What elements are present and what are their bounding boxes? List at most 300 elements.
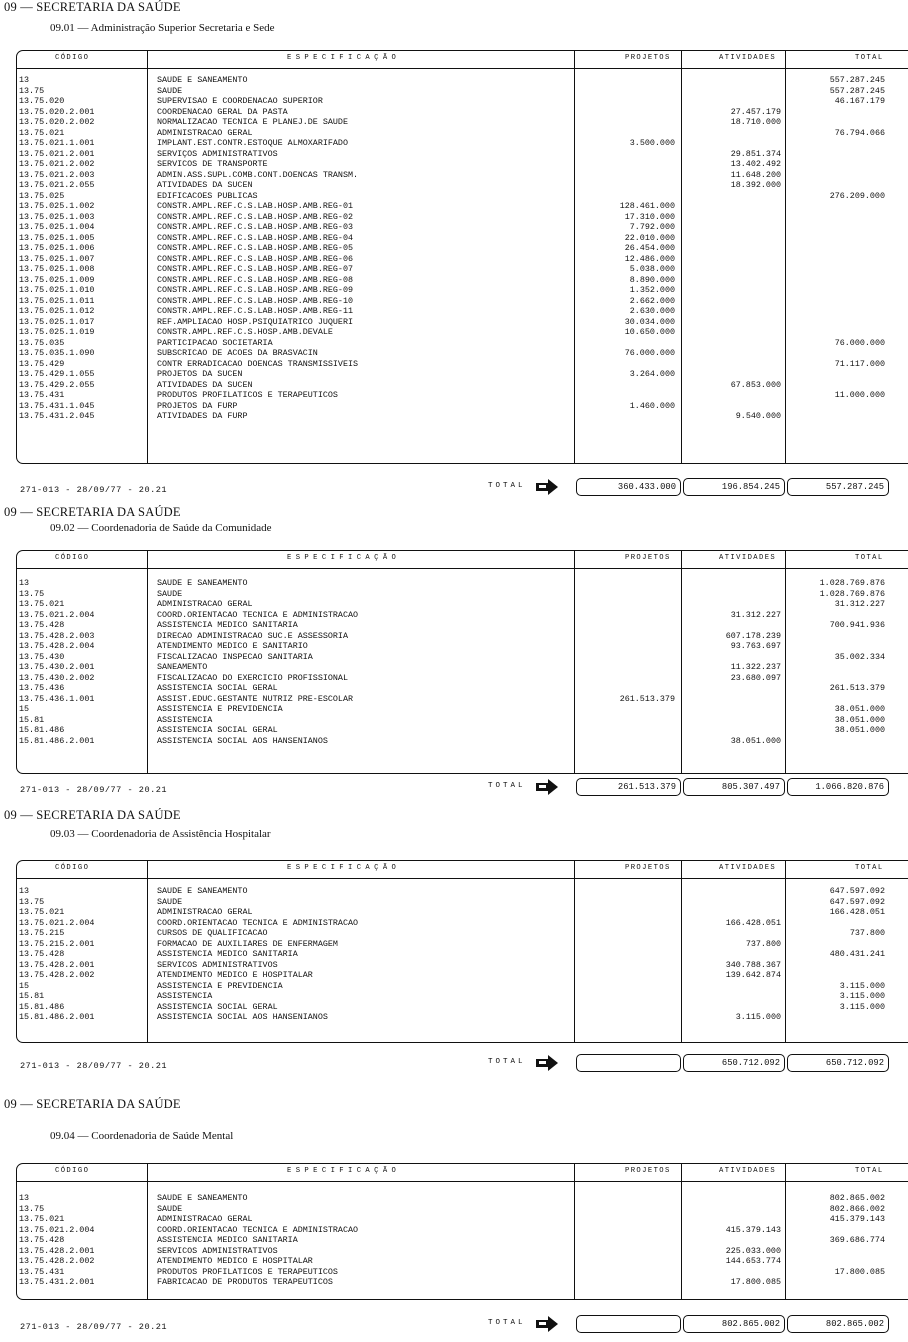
row-atividades: 38.051.000	[730, 735, 781, 746]
row-code: 13.75.025.1.009	[19, 274, 95, 285]
table-row	[17, 338, 908, 349]
table-row	[17, 159, 908, 170]
table-row	[17, 673, 908, 684]
row-specification: CONSTR.AMPL.REF.C.S.LAB.HOSP.AMB.REG-06	[157, 253, 354, 264]
row-code: 13.75.428.2.001	[19, 959, 95, 970]
section-heading: 09 — SECRETARIA DA SAÚDE	[4, 808, 181, 822]
row-specification: ADMINISTRACAO GERAL	[157, 1214, 253, 1224]
total-geral: 802.865.002	[787, 1315, 889, 1333]
row-specification: IMPLANT.EST.CONTR.ESTOQUE ALMOXARIFADO	[157, 138, 348, 148]
row-code: 13.75.025.1.019	[19, 327, 95, 337]
row-specification: ASSISTENCIA E PREVIDENCIA	[157, 980, 283, 991]
header-atividades: ATIVIDADES	[719, 54, 777, 62]
row-total: 647.597.092	[829, 896, 885, 907]
total-geral: 557.287.245	[787, 478, 889, 496]
table-footer	[0, 479, 908, 501]
row-code: 13.75	[19, 588, 45, 599]
row-total: 802.865.002	[829, 1193, 885, 1203]
row-code: 13.75.428.2.004	[19, 641, 95, 651]
table-row	[17, 589, 908, 600]
total-projetos	[576, 1315, 681, 1333]
row-atividades: 67.853.000	[730, 379, 781, 390]
row-projetos: 261.513.379	[619, 693, 675, 704]
row-specification: SAUDE	[157, 85, 183, 96]
table-row	[17, 275, 908, 286]
row-specification: ASSISTENCIA SOCIAL AOS HANSENIANOS	[157, 735, 328, 746]
row-code: 13.75.021.1.001	[19, 138, 95, 148]
row-total: 1.028.769.876	[819, 588, 885, 599]
row-projetos: 128.461.000	[619, 201, 675, 211]
table-row	[17, 285, 908, 296]
table-row	[17, 180, 908, 191]
table-row	[17, 369, 908, 380]
row-code: 13.75.431.2.045	[19, 411, 95, 421]
row-specification: COORDENACAO GERAL DA PASTA	[157, 106, 288, 117]
table-header	[17, 51, 908, 69]
section-heading: 09 — SECRETARIA DA SAÚDE	[4, 505, 181, 519]
row-code: 13.75.436	[19, 683, 65, 693]
row-specification: CONSTR.AMPL.REF.C.S.LAB.HOSP.AMB.REG-09	[157, 285, 354, 295]
table-row	[17, 960, 908, 971]
row-specification: SAUDE E SANEAMENTO	[157, 578, 248, 588]
table-row	[17, 641, 908, 652]
row-atividades: 3.115.000	[735, 1012, 781, 1022]
row-projetos: 22.010.000	[624, 232, 675, 243]
footer-id: 271-013 - 28/09/77 - 20.21	[20, 1061, 168, 1071]
row-specification: ASSISTENCIA SOCIAL AOS HANSENIANOS	[157, 1012, 328, 1022]
table-row	[17, 191, 908, 202]
row-specification: ASSISTENCIA	[157, 714, 213, 725]
row-code: 13.75.021	[19, 907, 65, 917]
row-specification: FABRICACAO DE PRODUTOS TERAPEUTICOS	[157, 1277, 333, 1287]
row-code: 13.75.431.2.001	[19, 1277, 95, 1287]
row-code: 13.75.025.1.008	[19, 264, 95, 274]
row-specification: COORD.ORIENTACAO TECNICA E ADMINISTRACAO	[157, 609, 359, 620]
row-code: 13.75.428.2.003	[19, 630, 95, 641]
row-code: 13.75.025.1.010	[19, 285, 95, 295]
row-total: 737.800	[849, 928, 885, 938]
row-code: 13.75.035.1.090	[19, 348, 95, 358]
row-code: 13.75.021.2.004	[19, 1224, 95, 1235]
row-code: 13.75.431	[19, 390, 65, 400]
table-row	[17, 939, 908, 950]
budget-table	[16, 860, 908, 1043]
total-projetos: 360.433.000	[576, 478, 681, 496]
row-specification: CONSTR.AMPL.REF.C.S.LAB.HOSP.AMB.REG-05	[157, 243, 354, 253]
row-total: 415.379.143	[829, 1214, 885, 1224]
section-subheading: 09.01 — Administração Superior Secretaria e Sede	[50, 22, 275, 34]
table-row	[17, 233, 908, 244]
row-code: 13.75.021.2.055	[19, 180, 95, 190]
row-total: 276.209.000	[829, 190, 885, 201]
row-projetos: 2.662.000	[629, 295, 675, 306]
row-code: 13.75.429.2.055	[19, 379, 95, 390]
row-total: 261.513.379	[829, 683, 885, 693]
header-especificacao: ESPECIFICAÇÃO	[287, 54, 401, 62]
table-row	[17, 411, 908, 422]
table-row	[17, 970, 908, 981]
table-row	[17, 1246, 908, 1257]
row-code: 13.75	[19, 85, 45, 96]
row-specification: ATIVIDADES DA SUCEN	[157, 379, 253, 390]
row-specification: ATIVIDADES DA SUCEN	[157, 180, 253, 190]
table-row	[17, 991, 908, 1002]
table-row	[17, 918, 908, 929]
row-total: 557.287.245	[829, 85, 885, 96]
table-row	[17, 243, 908, 254]
table-footer	[0, 779, 908, 801]
row-total: 557.287.245	[829, 75, 885, 85]
row-code: 13.75	[19, 1203, 45, 1214]
row-total: 76.794.066	[834, 127, 885, 138]
row-code: 13.75.428	[19, 1235, 65, 1245]
table-row	[17, 348, 908, 359]
table-row	[17, 170, 908, 181]
row-specification: CONSTR.AMPL.REF.C.S.LAB.HOSP.AMB.REG-02	[157, 211, 354, 222]
row-projetos: 1.352.000	[629, 285, 675, 295]
row-specification: SUBSCRICAO DE ACOES DA BRASVACIN	[157, 348, 318, 358]
row-specification: ASSISTENCIA SOCIAL GERAL	[157, 683, 278, 693]
row-projetos: 12.486.000	[624, 253, 675, 264]
header-codigo: CÓDIGO	[55, 1167, 90, 1175]
row-specification: ASSISTENCIA SOCIAL GERAL	[157, 1001, 278, 1012]
table-row	[17, 652, 908, 663]
budget-table	[16, 550, 908, 774]
row-specification: SERVICOS ADMINISTRATIVOS	[157, 959, 278, 970]
footer-id: 271-013 - 28/09/77 - 20.21	[20, 485, 168, 495]
row-projetos: 2.630.000	[629, 306, 675, 316]
row-code: 13.75.025.1.011	[19, 295, 95, 306]
row-code: 13.75.021	[19, 127, 65, 138]
total-label: TOTAL	[488, 482, 526, 490]
row-specification: FISCALIZACAO DO EXERCICIO PROFISSIONAL	[157, 672, 348, 683]
arrow-right-icon	[535, 1316, 559, 1332]
table-row	[17, 610, 908, 621]
arrow-right-icon	[535, 779, 559, 795]
row-atividades: 93.763.697	[730, 641, 781, 651]
table-row	[17, 736, 908, 747]
row-projetos: 1.460.000	[629, 400, 675, 411]
row-code: 13.75.021.2.004	[19, 609, 95, 620]
row-specification: CONSTR.AMPL.REF.C.S.HOSP.AMB.DEVALE	[157, 327, 333, 337]
table-row	[17, 96, 908, 107]
table-row	[17, 1235, 908, 1246]
row-projetos: 7.792.000	[629, 222, 675, 232]
row-code: 13	[19, 578, 30, 588]
row-specification: SANEAMENTO	[157, 662, 208, 672]
row-code: 15.81.486	[19, 725, 65, 735]
row-code: 15.81.486.2.001	[19, 735, 95, 746]
table-row	[17, 201, 908, 212]
row-specification: ASSISTENCIA MEDICO SANITARIA	[157, 949, 298, 959]
total-label: TOTAL	[488, 1319, 526, 1327]
row-code: 13.75.035	[19, 337, 65, 348]
row-code: 15.81.486.2.001	[19, 1012, 95, 1022]
table-row	[17, 725, 908, 736]
row-specification: SUPERVISAO E COORDENACAO SUPERIOR	[157, 96, 323, 106]
table-row	[17, 704, 908, 715]
row-specification: CONSTR.AMPL.REF.C.S.LAB.HOSP.AMB.REG-11	[157, 306, 354, 316]
row-projetos: 3.500.000	[629, 138, 675, 148]
row-specification: ADMINISTRACAO GERAL	[157, 599, 253, 609]
row-atividades: 9.540.000	[735, 411, 781, 421]
row-specification: NORMALIZACAO TECNICA E PLANEJ.DE SAUDE	[157, 117, 348, 127]
row-code: 13.75.020.2.001	[19, 106, 95, 117]
header-especificacao: ESPECIFICAÇÃO	[287, 1167, 401, 1175]
row-total: 17.800.085	[834, 1266, 885, 1277]
header-atividades: ATIVIDADES	[719, 864, 777, 872]
header-total: TOTAL	[855, 554, 884, 562]
row-specification: ASSIST.EDUC.GESTANTE NUTRIZ PRE-ESCOLAR	[157, 693, 354, 704]
row-specification: ASSISTENCIA E PREVIDENCIA	[157, 704, 283, 714]
table-row	[17, 1193, 908, 1204]
row-code: 13.75.025.1.012	[19, 306, 95, 316]
total-geral: 650.712.092	[787, 1054, 889, 1072]
table-row	[17, 359, 908, 370]
row-total: 3.115.000	[839, 1001, 885, 1012]
header-projetos: PROJETOS	[625, 54, 671, 62]
row-code: 13.75	[19, 896, 45, 907]
row-code: 13.75.021	[19, 599, 65, 609]
arrow-right-icon	[535, 1055, 559, 1071]
row-specification: ASSISTENCIA SOCIAL GERAL	[157, 725, 278, 735]
row-code: 13.75.021.2.002	[19, 159, 95, 169]
row-code: 13	[19, 886, 30, 896]
table-row	[17, 254, 908, 265]
row-total: 802.866.002	[829, 1203, 885, 1214]
row-projetos: 10.650.000	[624, 327, 675, 337]
footer-id: 271-013 - 28/09/77 - 20.21	[20, 785, 168, 795]
row-atividades: 607.178.239	[725, 630, 781, 641]
row-atividades: 737.800	[745, 938, 781, 949]
row-atividades: 18.392.000	[730, 180, 781, 190]
table-row	[17, 662, 908, 673]
table-row	[17, 75, 908, 86]
table-row	[17, 212, 908, 223]
arrow-right-icon	[535, 479, 559, 495]
row-total: 38.051.000	[834, 725, 885, 735]
row-atividades: 17.800.085	[730, 1277, 781, 1287]
row-specification: CONSTR.AMPL.REF.C.S.LAB.HOSP.AMB.REG-03	[157, 222, 354, 232]
header-projetos: PROJETOS	[625, 864, 671, 872]
row-atividades: 13.402.492	[730, 159, 781, 169]
table-row	[17, 907, 908, 918]
row-specification: SAUDE	[157, 1203, 183, 1214]
header-total: TOTAL	[855, 864, 884, 872]
header-projetos: PROJETOS	[625, 1167, 671, 1175]
row-code: 13	[19, 1193, 30, 1203]
row-specification: FISCALIZACAO INSPECAO SANITARIA	[157, 651, 313, 662]
table-row	[17, 107, 908, 118]
row-atividades: 29.851.374	[730, 148, 781, 159]
row-code: 13.75.431	[19, 1266, 65, 1277]
row-specification: PRODUTOS PROFILATICOS E TERAPEUTICOS	[157, 1266, 338, 1277]
table-row	[17, 128, 908, 139]
row-code: 13.75.431.1.045	[19, 400, 95, 411]
row-atividades: 340.788.367	[725, 959, 781, 970]
row-code: 13.75.215	[19, 928, 65, 938]
table-row	[17, 886, 908, 897]
row-specification: EDIFICACOES PUBLICAS	[157, 190, 258, 201]
total-atividades: 650.712.092	[683, 1054, 785, 1072]
row-code: 15	[19, 980, 30, 991]
table-row	[17, 949, 908, 960]
row-specification: ASSISTENCIA	[157, 991, 213, 1001]
total-label: TOTAL	[488, 782, 526, 790]
row-total: 369.686.774	[829, 1235, 885, 1245]
total-projetos: 261.513.379	[576, 778, 681, 796]
header-codigo: CÓDIGO	[55, 554, 90, 562]
row-specification: SERVICOS DE TRANSPORTE	[157, 159, 268, 169]
row-code: 13.75.025.1.006	[19, 243, 95, 253]
row-atividades: 11.648.200	[730, 169, 781, 180]
row-atividades: 415.379.143	[725, 1224, 781, 1235]
table-row	[17, 1214, 908, 1225]
table-row	[17, 86, 908, 97]
row-code: 13.75.025.1.003	[19, 211, 95, 222]
row-code: 13.75.429	[19, 358, 65, 369]
table-row	[17, 928, 908, 939]
table-row	[17, 1277, 908, 1288]
row-total: 11.000.000	[834, 390, 885, 400]
table-row	[17, 1204, 908, 1215]
table-row	[17, 149, 908, 160]
row-code: 13.75.430	[19, 651, 65, 662]
row-specification: PRODUTOS PROFILATICOS E TERAPEUTICOS	[157, 390, 338, 400]
row-specification: COORD.ORIENTACAO TECNICA E ADMINISTRACAO	[157, 917, 359, 928]
row-specification: ASSISTENCIA MEDICO SANITARIA	[157, 620, 298, 630]
row-specification: PARTICIPACAO SOCIETARIA	[157, 337, 273, 348]
table-row	[17, 138, 908, 149]
row-specification: DIRECAO ADMINISTRACAO SUC.E ASSESSORIA	[157, 630, 348, 641]
row-code: 13.75.020.2.002	[19, 117, 95, 127]
table-row	[17, 222, 908, 233]
row-projetos: 76.000.000	[624, 348, 675, 358]
table-row	[17, 897, 908, 908]
row-total: 46.167.179	[834, 96, 885, 106]
row-code: 13.75.021	[19, 1214, 65, 1224]
row-code: 13.75.025.1.002	[19, 201, 95, 211]
row-total: 76.000.000	[834, 337, 885, 348]
row-code: 13.75.428.2.001	[19, 1245, 95, 1256]
row-projetos: 26.454.000	[624, 243, 675, 253]
section-subheading: 09.03 — Coordenadoria de Assistência Hospitalar	[50, 828, 271, 840]
row-atividades: 18.710.000	[730, 117, 781, 127]
table-row	[17, 1267, 908, 1278]
row-total: 35.002.334	[834, 651, 885, 662]
row-specification: ADMINISTRACAO GERAL	[157, 127, 253, 138]
row-total: 31.312.227	[834, 599, 885, 609]
header-especificacao: ESPECIFICAÇÃO	[287, 554, 401, 562]
table-row	[17, 390, 908, 401]
header-atividades: ATIVIDADES	[719, 554, 777, 562]
row-specification: CURSOS DE QUALIFICACAO	[157, 928, 268, 938]
row-code: 13.75.021.2.003	[19, 169, 95, 180]
row-specification: ADMIN.ASS.SUPL.COMB.CONT.DOENCAS TRANSM.	[157, 169, 359, 180]
table-footer	[0, 1055, 908, 1077]
row-atividades: 27.457.179	[730, 106, 781, 117]
row-specification: CONTR ERRADICACAO DOENCAS TRANSMISSIVEIS	[157, 358, 359, 369]
total-atividades: 802.865.002	[683, 1315, 785, 1333]
row-specification: REF.AMPLIACAO HOSP.PSIQUIATRICO JUQUERI	[157, 316, 354, 327]
section-heading: 09 — SECRETARIA DA SAÚDE	[4, 1097, 181, 1111]
row-total: 71.117.000	[834, 358, 885, 369]
table-row	[17, 683, 908, 694]
row-code: 13.75.430.2.001	[19, 662, 95, 672]
row-specification: ATENDIMENTO MEDICO E SANITARIO	[157, 641, 308, 651]
row-atividades: 139.642.874	[725, 970, 781, 980]
row-specification: CONSTR.AMPL.REF.C.S.LAB.HOSP.AMB.REG-08	[157, 274, 354, 285]
section-subheading: 09.04 — Coordenadoria de Saúde Mental	[50, 1130, 234, 1142]
table-row	[17, 694, 908, 705]
row-code: 13.75.428.2.002	[19, 1256, 95, 1266]
row-code: 13.75.436.1.001	[19, 693, 95, 704]
table-header	[17, 551, 908, 569]
budget-table	[16, 50, 908, 464]
header-total: TOTAL	[855, 1167, 884, 1175]
row-specification: ATENDIMENTO MEDICO E HOSPITALAR	[157, 970, 313, 980]
row-code: 13.75.428	[19, 949, 65, 959]
table-row	[17, 578, 908, 589]
table-row	[17, 620, 908, 631]
row-code: 15.81	[19, 714, 45, 725]
row-code: 13.75.025.1.007	[19, 253, 95, 264]
row-projetos: 3.264.000	[629, 369, 675, 379]
table-header	[17, 861, 908, 879]
table-row	[17, 1256, 908, 1267]
row-specification: CONSTR.AMPL.REF.C.S.LAB.HOSP.AMB.REG-07	[157, 264, 354, 274]
row-total: 3.115.000	[839, 980, 885, 991]
row-specification: CONSTR.AMPL.REF.C.S.LAB.HOSP.AMB.REG-10	[157, 295, 354, 306]
total-label: TOTAL	[488, 1058, 526, 1066]
row-specification: SERVIÇOS ADMINISTRATIVOS	[157, 148, 278, 159]
row-specification: SERVICOS ADMINISTRATIVOS	[157, 1245, 278, 1256]
row-total: 38.051.000	[834, 714, 885, 725]
table-row	[17, 715, 908, 726]
budget-table	[16, 1163, 908, 1300]
row-total: 1.028.769.876	[819, 578, 885, 588]
row-specification: CONSTR.AMPL.REF.C.S.LAB.HOSP.AMB.REG-01	[157, 201, 354, 211]
row-code: 13.75.025.1.005	[19, 232, 95, 243]
row-specification: SAUDE	[157, 588, 183, 599]
row-code: 15.81	[19, 991, 45, 1001]
row-code: 13.75.215.2.001	[19, 938, 95, 949]
row-atividades: 144.653.774	[725, 1256, 781, 1266]
table-row	[17, 599, 908, 610]
row-atividades: 31.312.227	[730, 609, 781, 620]
row-code: 13.75.020	[19, 96, 65, 106]
row-total: 647.597.092	[829, 886, 885, 896]
row-code: 13.75.021.2.004	[19, 917, 95, 928]
total-atividades: 805.307.497	[683, 778, 785, 796]
row-code: 13.75.430.2.002	[19, 672, 95, 683]
row-specification: ATENDIMENTO MEDICO E HOSPITALAR	[157, 1256, 313, 1266]
header-codigo: CÓDIGO	[55, 54, 90, 62]
header-projetos: PROJETOS	[625, 554, 671, 562]
table-row	[17, 1002, 908, 1013]
row-specification: PROJETOS DA FURP	[157, 400, 238, 411]
table-row	[17, 1012, 908, 1023]
table-row	[17, 296, 908, 307]
total-atividades: 196.854.245	[683, 478, 785, 496]
row-projetos: 30.034.000	[624, 316, 675, 327]
row-specification: SAUDE E SANEAMENTO	[157, 1193, 248, 1203]
row-atividades: 225.033.000	[725, 1245, 781, 1256]
row-code: 15	[19, 704, 30, 714]
row-projetos: 8.890.000	[629, 274, 675, 285]
row-code: 15.81.486	[19, 1001, 65, 1012]
table-row	[17, 380, 908, 391]
